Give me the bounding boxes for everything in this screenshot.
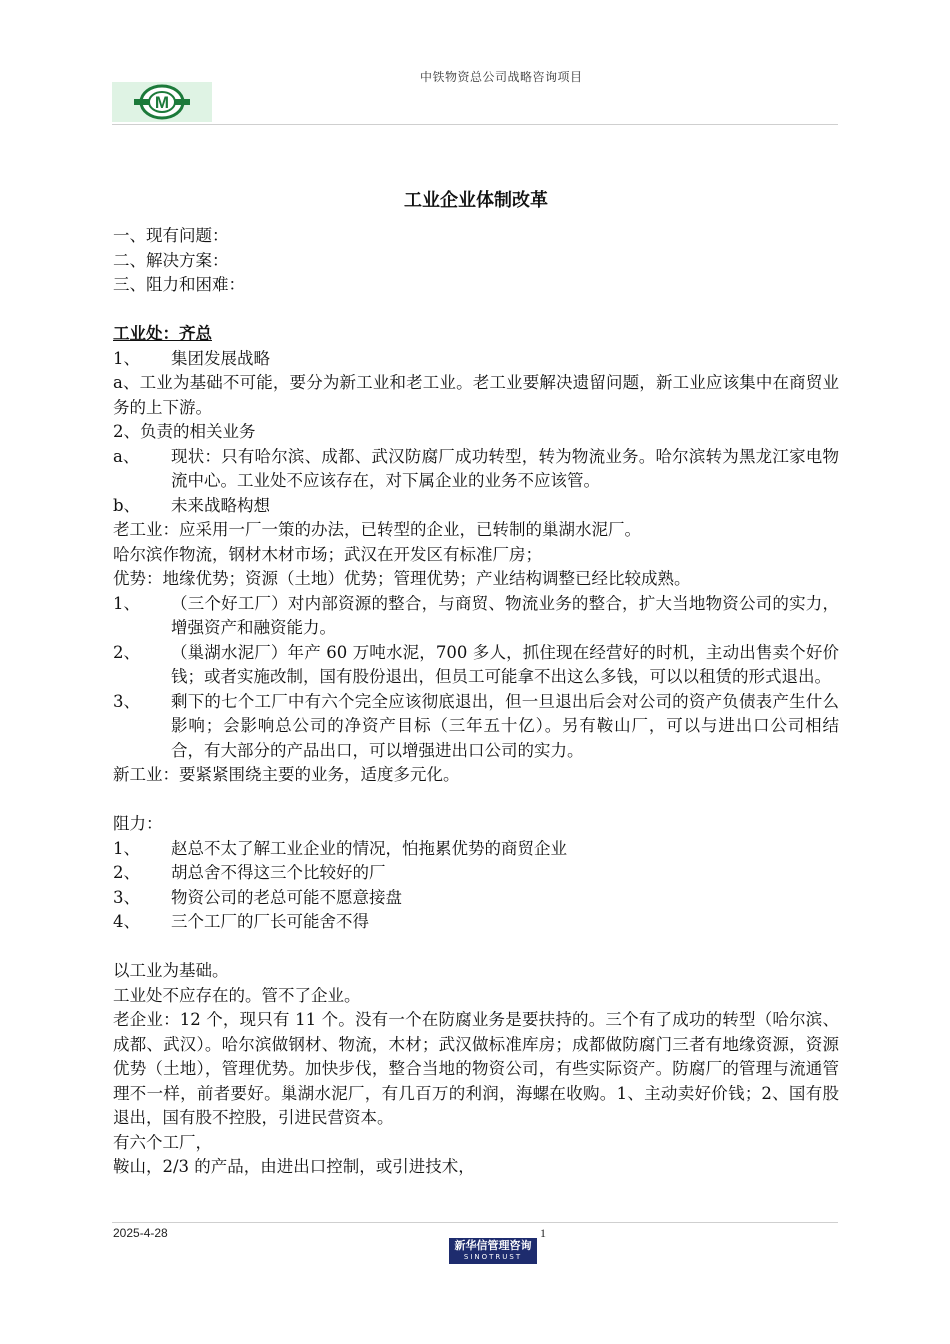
header-divider	[112, 124, 838, 125]
footer-date: 2025-4-28	[113, 1226, 168, 1240]
item-number: 2、	[113, 642, 140, 662]
paragraph: 优势：地缘优势；资源（土地）优势；管理优势；产业结构调整已经比较成熟。	[113, 569, 691, 588]
numbered-item	[113, 641, 839, 690]
item-number: a、	[113, 446, 140, 466]
item-text: 物资公司的老总可能不愿意接盘	[171, 887, 402, 907]
item-number: b、	[113, 495, 141, 515]
item-number: 1、	[113, 593, 140, 613]
document-body	[113, 188, 839, 1180]
item-text: 三个工厂的厂长可能舍不得	[171, 912, 369, 931]
item-text: （巢湖水泥厂）年产 60 万吨水泥，700 多人，抓住现在经营好的时机，主动出售卖个好价钱；或者实施改制，国有股份退出，但员工可能拿不出这么多钱，可以以租赁的形式退出。	[171, 642, 839, 686]
numbered-item	[113, 910, 839, 935]
paragraph: 有六个工厂，	[113, 1132, 212, 1152]
sinotrust-logo-en: SINOTRUST	[463, 1253, 523, 1261]
sinotrust-logo	[449, 1238, 537, 1264]
footer-divider	[112, 1222, 838, 1223]
paragraph: 哈尔滨作物流，钢材木材市场；武汉在开发区有标准厂房；	[113, 544, 542, 564]
item-number: 3、	[113, 887, 140, 907]
svg-text:M: M	[154, 93, 170, 112]
doc-title: 工业企业体制改革	[404, 190, 548, 211]
outline-item: 三、阻力和困难：	[113, 275, 245, 294]
item-number: 3、	[113, 691, 140, 711]
item-text: （三个好工厂）对内部资源的整合，与商贸、物流业务的整合，扩大当地物资公司的实力，增强资产和融资能力。	[171, 593, 839, 637]
paragraph: 鞍山，2/3 的产品，由进出口控制，或引进技术，	[113, 1157, 475, 1176]
numbered-item	[113, 861, 839, 886]
paragraph: 老工业：应采用一厂一策的办法，已转型的企业，已转制的巢湖水泥厂。	[113, 520, 641, 539]
item-number: 2、	[113, 863, 140, 882]
company-logo	[112, 82, 212, 122]
numbered-item	[113, 837, 839, 862]
sinotrust-logo-cn: 新华信管理咨询	[454, 1239, 532, 1252]
paragraph: 2、负责的相关业务	[113, 422, 256, 441]
item-text: 未来战略构想	[171, 495, 270, 515]
item-text: 剩下的七个工厂中有六个完全应该彻底退出，但一旦退出后会对公司的资产负债表产生什么影响；会影响总公司的净资产目标（三年五十亿）。另有鞍山厂，可以与进出口公司相结合，有大部分的产品出口，可以增强进出口公司的实力。	[171, 691, 839, 760]
lettered-item	[113, 494, 839, 519]
paragraph: 新工业：要紧紧围绕主要的业务，适度多元化。	[113, 765, 460, 784]
outline-item: 二、解决方案：	[113, 250, 229, 270]
item-number: 1、	[113, 348, 140, 368]
resistance-label: 阻力：	[113, 814, 163, 833]
paragraph: 以工业为基础。	[113, 961, 229, 980]
item-text: 集团发展战略	[171, 348, 270, 368]
m-circle-logo-icon	[112, 82, 212, 122]
paragraph: 老企业：12 个，现只有 11 个。没有一个在防腐业务是要扶持的。三个有了成功的转型（哈尔滨、成都、武汉）。哈尔滨做钢材、物流，木材；武汉做标准库房；成都做防腐门三者有地缘资源，资源优势（土地），管理优势。加快步伐，整合当地的物资公司，有些实际资产。防腐厂的管理与流通管理不一样，前者要好。巢湖水泥厂，有几百万的利润，海螺在收购。1、主动卖好价钱；2、国有股退出，国有股不控股，引进民营资本。	[113, 1010, 839, 1127]
item-number: 4、	[113, 912, 140, 931]
header-title: 中铁物资总公司战略咨询项目	[420, 70, 583, 84]
outline-item: 一、现有问题：	[113, 226, 229, 245]
item-text: 赵总不太了解工业企业的情况，怕拖累优势的商贸企业	[171, 838, 567, 858]
section-heading: 工业处：齐总	[113, 324, 212, 343]
numbered-item	[113, 347, 839, 372]
item-text: 胡总舍不得这三个比较好的厂	[171, 863, 386, 882]
paragraph: a、工业为基础不可能，要分为新工业和老工业。老工业要解决遗留问题，新工业应该集中在商贸业务的上下游。	[113, 373, 839, 417]
lettered-item	[113, 445, 839, 494]
numbered-item	[113, 592, 839, 641]
numbered-item	[113, 690, 839, 764]
item-number: 1、	[113, 838, 140, 858]
numbered-item	[113, 886, 839, 911]
paragraph: 工业处不应存在的。管不了企业。	[113, 985, 361, 1005]
item-text: 现状：只有哈尔滨、成都、武汉防腐厂成功转型，转为物流业务。哈尔滨转为黑龙江家电物流中心。工业处不应该存在，对下属企业的业务不应该管。	[171, 446, 839, 490]
page-number: 1	[540, 1226, 546, 1240]
